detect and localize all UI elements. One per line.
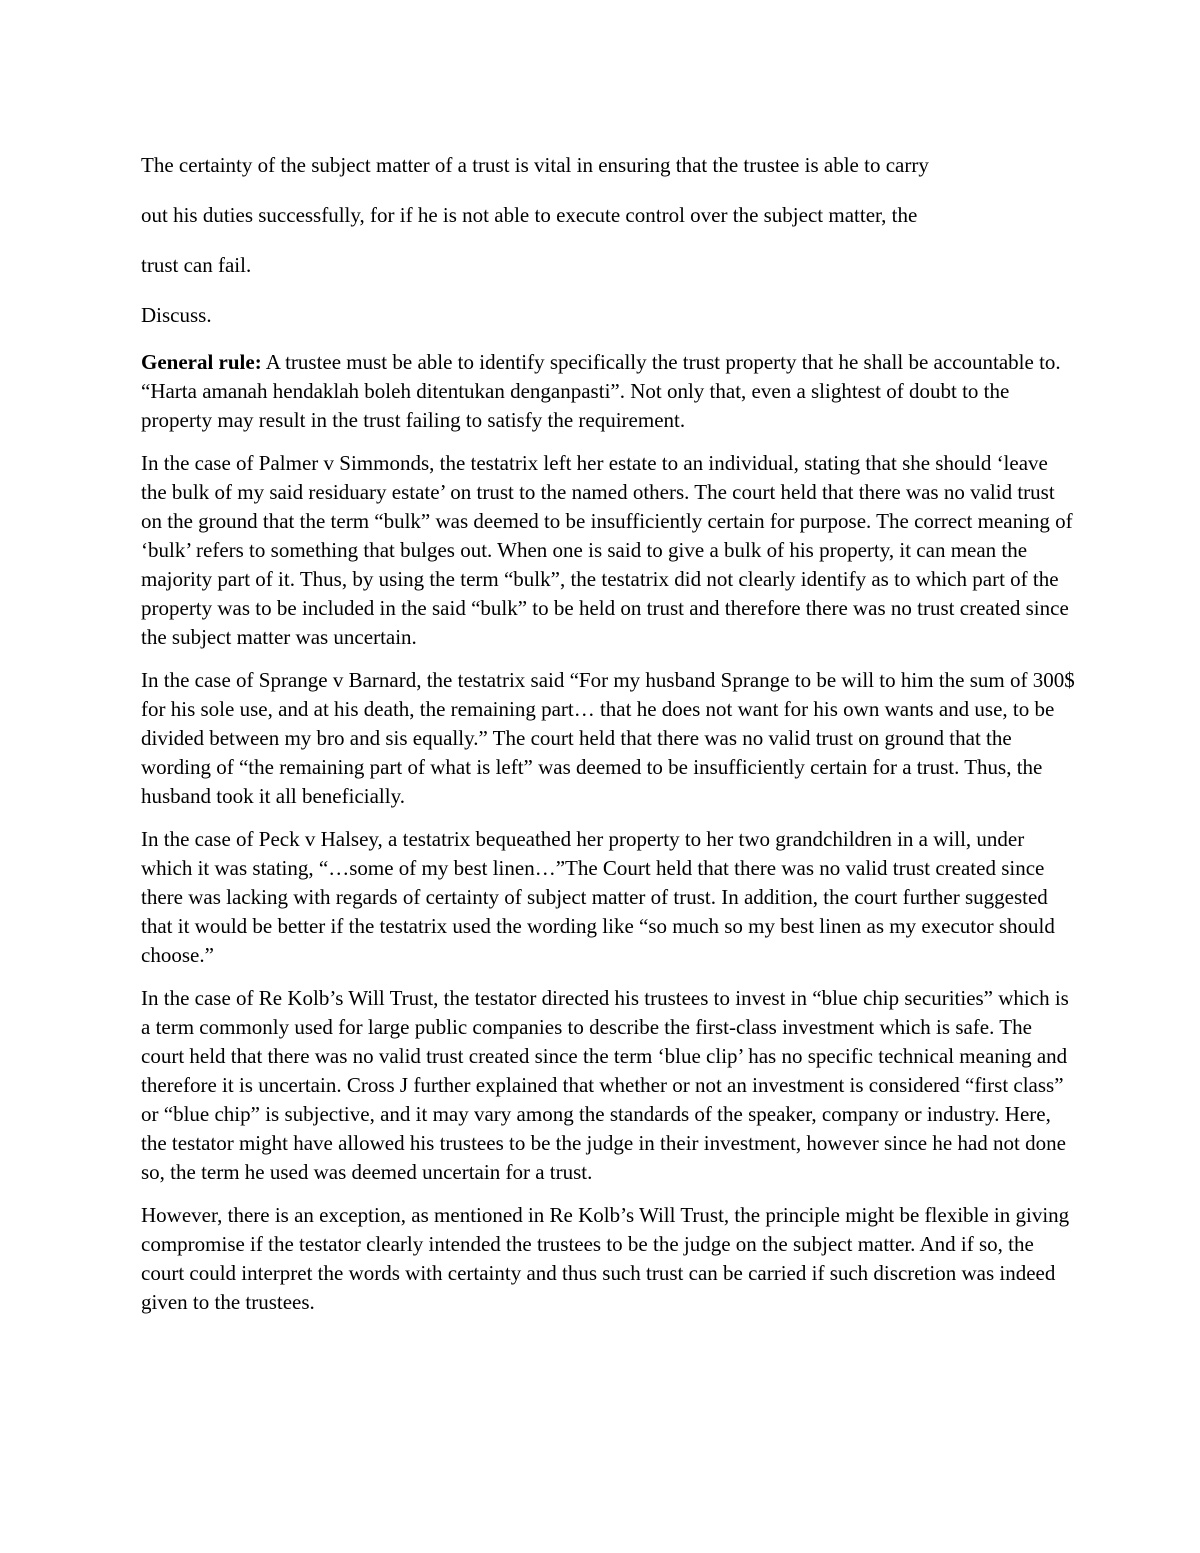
question-discuss: Discuss.: [141, 303, 212, 327]
question-line-3: trust can fail.: [141, 253, 252, 277]
question-line-1: The certainty of the subject matter of a trust is vital in ensuring that the trustee is able to carry: [141, 153, 929, 177]
palmer-v-simmonds-paragraph: In the case of Palmer v Simmonds, the testatrix left her estate to an individual, stating that she should ‘leave the bulk of my said residuary estate’ on trust to the named others. The court held that there was no valid trust on the ground that the term “bulk” was deemed to be insufficiently certain for purpose. The correct meaning of ‘bulk’ refers to something that bulges out. When one is said to give a bulk of his property, it can mean the majority part of it. Thus, by using the term “bulk”, the testatrix did not clearly identify as to which part of the property was to be included in the said “bulk” to be held on trust and therefore there was no trust created since the subject matter was uncertain.: [141, 451, 1073, 649]
general-rule-paragraph: [141, 348, 1076, 435]
peck-v-halsey-paragraph: In the case of Peck v Halsey, a testatrix bequeathed her property to her two grandchildren in a will, under which it was stating, “…some of my best linen…”The Court held that there was no valid trust created since there was lacking with regards of certainty of subject matter of trust. In addition, the court further suggested that it would be better if the testatrix used the wording like “so much so my best linen as my executor should choose.”: [141, 827, 1055, 967]
question-line-2: out his duties successfully, for if he is not able to execute control over the subject matter, the: [141, 203, 918, 227]
document-page: [141, 140, 1076, 1317]
general-rule-label: General rule:: [141, 350, 262, 374]
exception-paragraph: However, there is an exception, as mentioned in Re Kolb’s Will Trust, the principle might be flexible in giving compromise if the testator clearly intended the trustees to be the judge on the subject matter. And if so, the court could interpret the words with certainty and thus such trust can be carried if such discretion was indeed given to the trustees.: [141, 1203, 1070, 1314]
re-kolb-will-trust-paragraph: In the case of Re Kolb’s Will Trust, the testator directed his trustees to invest in “blue chip securities” which is a term commonly used for large public companies to describe the first-class investment which is safe. The court held that there was no valid trust created since the term ‘blue clip’ has no specific technical meaning and therefore it is uncertain. Cross J further explained that whether or not an investment is considered “first class” or “blue chip” is subjective, and it may vary among the standards of the speaker, company or industry. Here, the testator might have allowed his trustees to be the judge in their investment, however since he had not done so, the term he used was deemed uncertain for a trust.: [141, 986, 1069, 1184]
question-block: [141, 140, 1076, 340]
general-rule-text: A trustee must be able to identify specifically the trust property that he shall be accountable to. “Harta amanah hendaklah boleh ditentukan denganpasti”. Not only that, even a slightest of doubt to the property may result in the trust failing to satisfy the requirement.: [141, 350, 1061, 432]
sprange-v-barnard-paragraph: In the case of Sprange v Barnard, the testatrix said “For my husband Sprange to be will to him the sum of 300$ for his sole use, and at his death, the remaining part… that he does not want for his own wants and use, to be divided between my bro and sis equally.” The court held that there was no valid trust on ground that the wording of “the remaining part of what is left” was deemed to be insufficiently certain for a trust. Thus, the husband took it all beneficially.: [141, 668, 1075, 808]
